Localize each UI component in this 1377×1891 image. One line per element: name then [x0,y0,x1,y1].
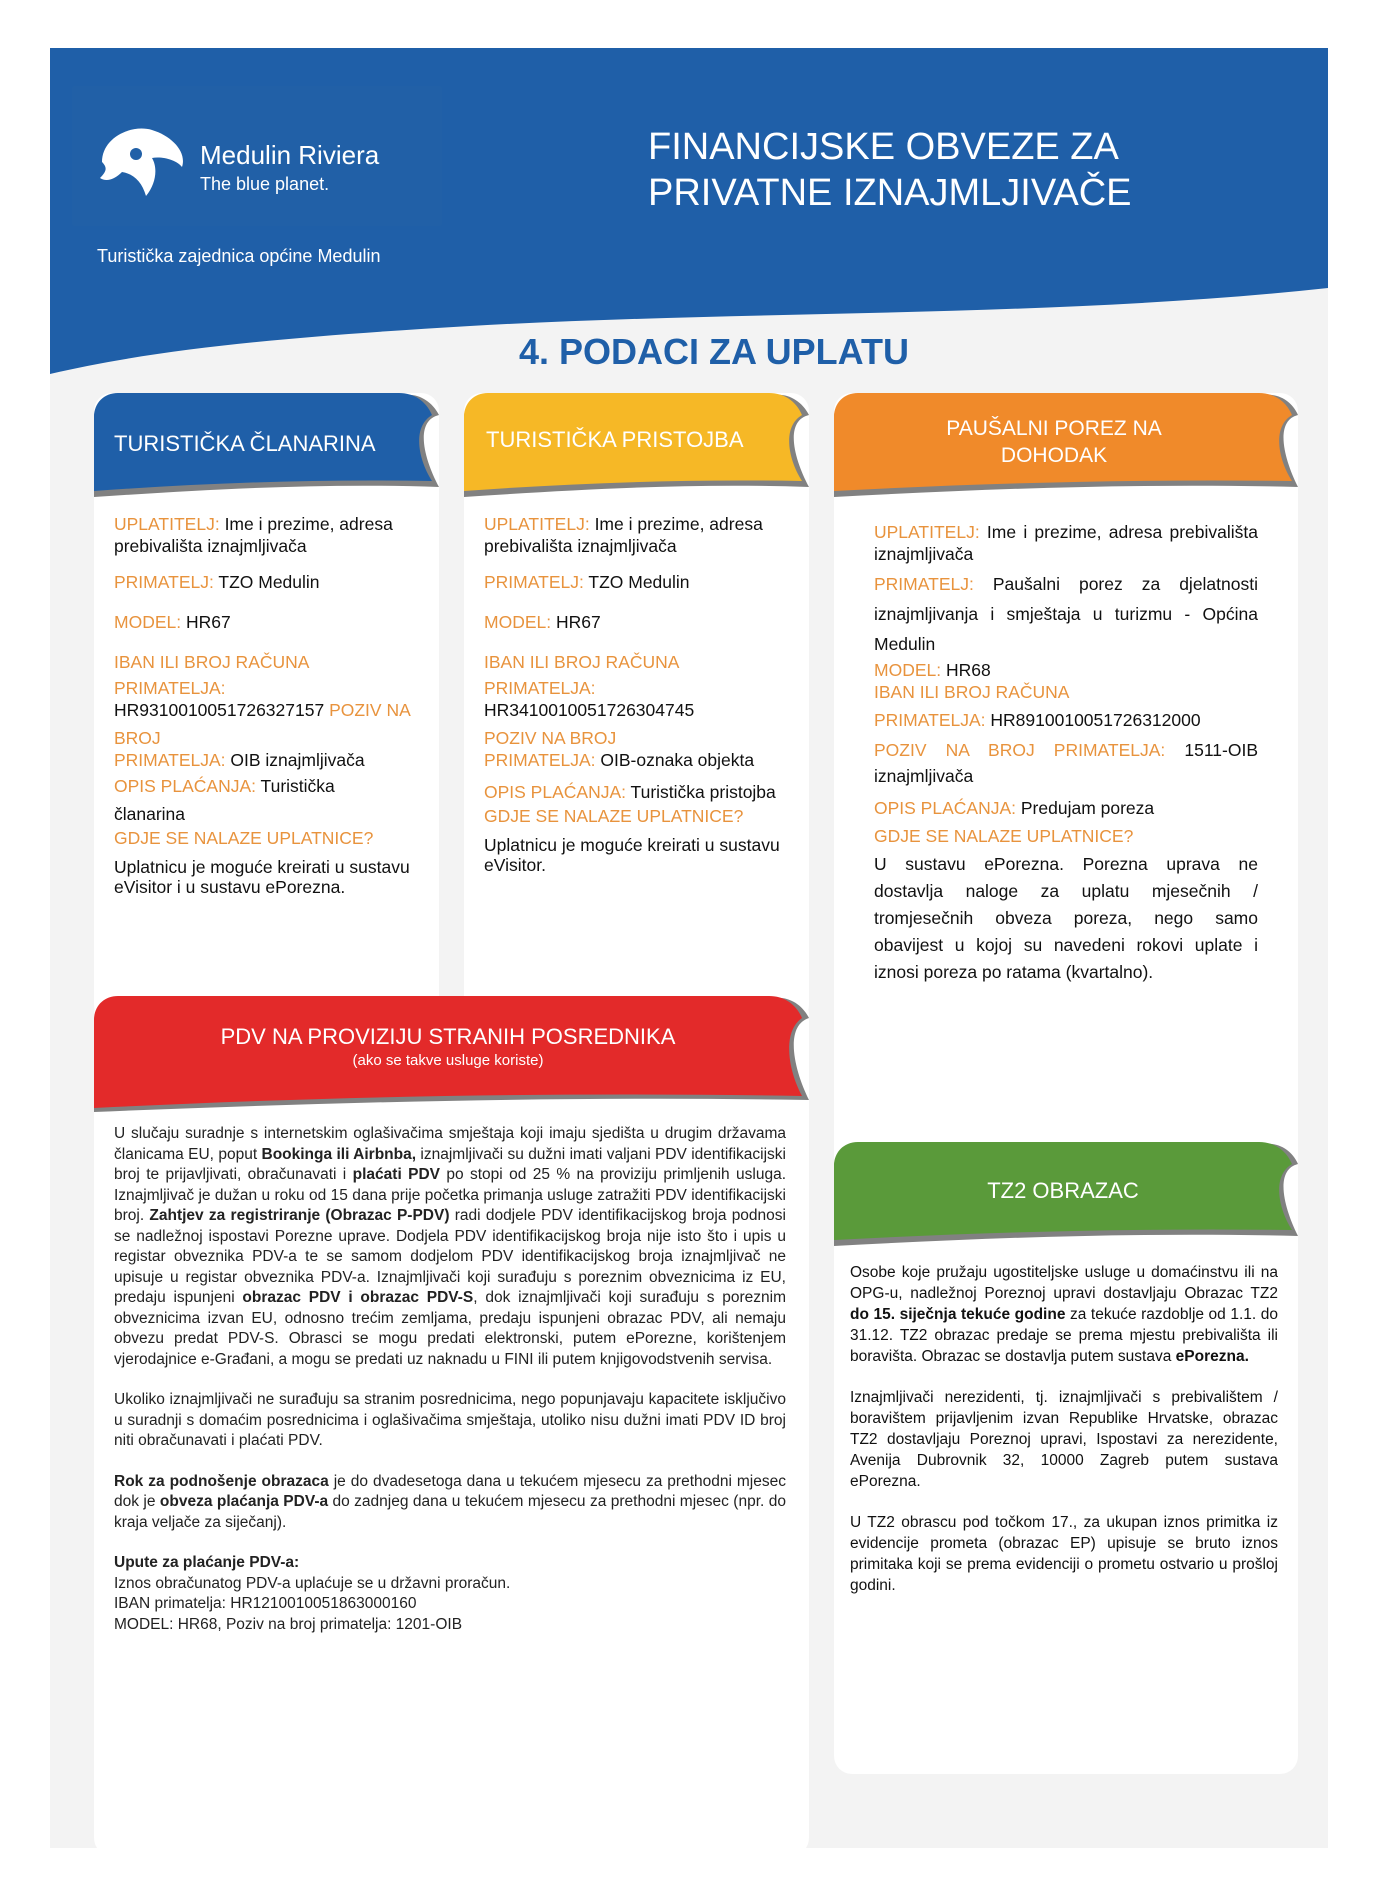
label-model: MODEL: [114,612,182,632]
pdv-paragraph-2: Ukoliko iznajmljivači ne surađuju sa stranim posrednicima, nego popunjavaju kapacitete isključivo u suradnji s domaćim posrednicima i oglašivačima smještaja, utoliko nisu dužni imati PDV ID broj niti obračunavati i plaćati PDV. [114,1391,786,1449]
text-bold: obrazac PDV i obrazac PDV-S [242,1289,474,1306]
card-title: PDV NA PROVIZIJU STRANIH POSREDNIKA [220,1024,676,1049]
value-primatelj: Paušalni porez za djelatnosti iznajmljivanja i smještaja u turizmu - Općina Medulin [874,574,1258,654]
text-bold: Zahtjev za registriranje (Obrazac P-PDV) [149,1207,450,1224]
text-segment: U slučaju suradnje s internetskim oglašivačima smještaja koji imaju sjedišta u drugim državama članicama EU, poput [114,1125,786,1163]
text-bold: Rok za podnošenje obrazaca [114,1472,329,1490]
text-bold: plaćati PDV [352,1166,440,1183]
label-gdje: GDJE SE NALAZE UPLATNICE? [114,828,374,848]
organization-name: Turistička zajednica općine Medulin [97,246,381,266]
text-segment: do zadnjeg dana u tekućem mjesecu za prethodni mjesec (npr. do kraja veljače za siječanj). [114,1493,786,1531]
value-poziv: OIB iznajmljivača [230,750,365,770]
value-iban: HR8910010051726312000 [990,710,1201,730]
text-bold: Bookinga ili Airbnba, [261,1145,417,1163]
title-line-1: FINANCIJSKE OBVEZE ZA [648,126,1119,168]
card-title: PAUŠALNI POREZ NA DOHODAK [946,417,1162,467]
value-poziv: 1511-OIB iznajmljivača [874,740,1258,786]
label-primatelj: PRIMATELJ: [114,572,214,592]
logo-brand: Medulin Riviera [200,140,380,170]
text-segment: je do dvadesetoga dana u tekućem mjesecu za prethodni mjesec dok je [114,1472,786,1510]
text-bold: do 15. siječnja tekuće godine [850,1306,1066,1323]
page [50,48,1328,1848]
title-line-2: PRIVATNE IZNAJMLJIVAČE [648,172,1132,214]
label-model: MODEL: [874,660,942,680]
card-title: TZ2 OBRAZAC [987,1178,1139,1203]
label-uplatitelj: UPLATITELJ: [874,522,980,542]
label-uplatitelj: UPLATITELJ: [484,514,590,534]
text-segment: Osobe koje pružaju ugostiteljske usluge u domaćinstvu ili na OPG-u, nadležnoj Poreznoj upravi dostavljaju Obrazac TZ2 [850,1264,1278,1302]
text-segment: radi dodjele PDV identifikacijskog broja podnosi se nadležnoj ispostavi Porezne uprave. Dodjela PDV identifikacijskog broja nije isto što i upis u registar obveznika PDV-a te se samom dodjelom PDV identifikacijskog broja iznajmljivač ne upisuje u registar obveznika PDV-a. Iznajmljivači koji surađuju s poreznim obveznicima iz EU, predaju ispunjeni [114,1207,786,1306]
card-pausalni-porez [834,393,1298,1173]
label-poziv-b: BROJ [114,728,161,748]
tz2-paragraph-2: Iznajmljivači nerezidenti, tj. iznajmljivači s prebivalištem / boravištem prijavljenim izvan Republike Hrvatske, obrazac TZ2 dostavljaju Poreznoj upravi, Ispostavi za nerezidente, Avenija Dubrovnik 32, 10000 Zagreb putem sustava ePorezna. [850,1389,1278,1490]
label-iban: IBAN ILI BROJ RAČUNA [484,652,680,672]
label-poziv-a: POZIV NA [329,700,411,720]
value-primatelj: TZO Medulin [218,572,320,592]
label-gdje: GDJE SE NALAZE UPLATNICE? [874,826,1134,846]
card-body [850,1262,1278,1616]
text-bold: obveza plaćanja PDV-a [159,1493,329,1510]
label-opis: OPIS PLAĆANJA: [874,798,1016,818]
value-uplatitelj: Ime i prezime, adresa prebivališta iznajmljivača [484,514,763,556]
logo-tagline: The blue planet. [200,174,330,194]
card-pdv-provizija [94,996,809,1856]
section-title: 4. PODACI ZA UPLATU [518,331,909,372]
value-model: HR67 [185,612,231,632]
text-segment: , dok iznajmljivači koji surađuju s poreznim obveznicima izvan EU, odnosno trećim zemljama, predaju ispunjeni obrazac PDV, ali nemaju obvezu predat PDV-S. Obrasci se mogu predati elektronski, putem ePorezne, korištenjem vjerodajnice e-Građani, a mogu se predati uz naknadu u FINI ili putem knjigovodstvenih servisa. [114,1289,786,1368]
value-gdje: Uplatnicu je moguće kreirati u sustavu eVisitor i u sustavu ePorezna. [114,857,410,897]
tz2-paragraph-1 [850,1262,1278,1367]
value-model: HR67 [555,612,601,632]
medulin-logo-icon [92,122,192,202]
label-poziv: POZIV NA BROJ PRIMATELJA: [874,740,1166,760]
label-poziv-a: POZIV NA BROJ [484,728,617,748]
label-iban: IBAN ILI BROJ RAČUNA [874,682,1070,702]
label-poziv-b: PRIMATELJA: [484,750,596,770]
card-title-block [94,1024,802,1069]
label-gdje: GDJE SE NALAZE UPLATNICE? [484,806,744,826]
label-opis: OPIS PLAĆANJA: [114,776,256,796]
logo [72,86,442,226]
document-title [648,124,1248,216]
label-uplatitelj: UPLATITELJ: [114,514,220,534]
value-gdje: Uplatnicu je moguće kreirati u sustavu eVisitor. [484,835,780,875]
value-iban: HR3410010051726304745 [484,700,695,720]
value-uplatitelj: Ime i prezime, adresa prebivališta iznajmljivača [114,514,393,556]
instructions-title: Upute za plaćanje PDV-a: [114,1554,300,1571]
label-iban-primatelja: PRIMATELJA: [114,678,226,698]
instructions-line-1: Iznos obračunatog PDV-a uplaćuje se u državni proračun. [114,1574,511,1592]
value-opis-b: članarina [114,804,186,824]
text-segment: po stopi od 25 % na proviziju primljenih usluga. Iznajmljivač je dužan u roku od 15 dana prije početka primanja usluge zatražiti PDV identifikacijski broj. [114,1166,786,1224]
instructions-line-2: IBAN primatelja: HR1210010051863000160 [114,1595,417,1612]
label-opis: OPIS PLAĆANJA: [484,782,626,802]
label-poziv-c: PRIMATELJA: [114,750,226,770]
label-primatelj: PRIMATELJ: [874,574,974,594]
card-body [484,513,804,875]
card-body [114,513,434,897]
card-title: TURISTIČKA PRISTOJBA [486,427,744,452]
pdv-paragraph-3 [114,1472,786,1534]
card-body [874,521,1258,986]
text-bold: ePorezna. [1175,1348,1249,1365]
pdv-paragraph-1 [114,1124,786,1370]
label-iban-primatelja: PRIMATELJA: [874,710,986,730]
value-gdje: U sustavu ePorezna. Porezna uprava ne dostavlja naloge za uplatu mjesečnih / tromjesečnih obveza poreza, nego samo obavijest u kojoj su navedeni rokovi uplate i iznosi poreza po ratama (kvartalno). [874,854,1258,982]
label-iban: IBAN ILI BROJ RAČUNA [114,652,310,672]
value-iban: HR9310010051726327157 [114,700,325,720]
pdv-payment-instructions [114,1553,786,1635]
value-opis: Predujam poreza [1020,798,1155,818]
card-turisticka-pristojba [464,393,809,1023]
text-segment: iznajmljivači su dužni imati valjani PDV identifikacijski broj te prijavljivati, obračunavati i [114,1145,786,1183]
card-body [114,1124,786,1635]
value-opis-a: Turistička [260,776,335,796]
text-segment: za tekuće razdoblje od 1.1. do 31.12. TZ2 obrazac predaje se prema mjestu prebivališta ili boravišta. Obrazac se dostavlja putem sustava [850,1306,1278,1365]
value-poziv: OIB-oznaka objekta [600,750,755,770]
card-tz2-obrazac [834,1142,1298,1774]
instructions-line-3: MODEL: HR68, Poziv na broj primatelja: 1201-OIB [114,1615,463,1633]
value-uplatitelj: Ime i prezime, adresa prebivališta iznajmljivača [874,522,1258,564]
value-primatelj: TZO Medulin [588,572,690,592]
card-subtitle: (ako se takve usluge koriste) [352,1052,544,1069]
tz2-paragraph-3: U TZ2 obrascu pod točkom 17., za ukupan iznos primitka iz evidencije prometa (obrazac EP) upisuje se bruto iznos primitaka koji se prema evidenciji o prometu ostvario u prošloj godini. [850,1514,1278,1594]
label-primatelj: PRIMATELJ: [484,572,584,592]
label-iban-primatelja: PRIMATELJA: [484,678,596,698]
value-model: HR68 [945,660,991,680]
label-model: MODEL: [484,612,552,632]
value-opis: Turistička pristojba [630,782,776,802]
card-turisticka-clanarina [94,393,439,1023]
card-title: TURISTIČKA ČLANARINA [114,431,376,456]
